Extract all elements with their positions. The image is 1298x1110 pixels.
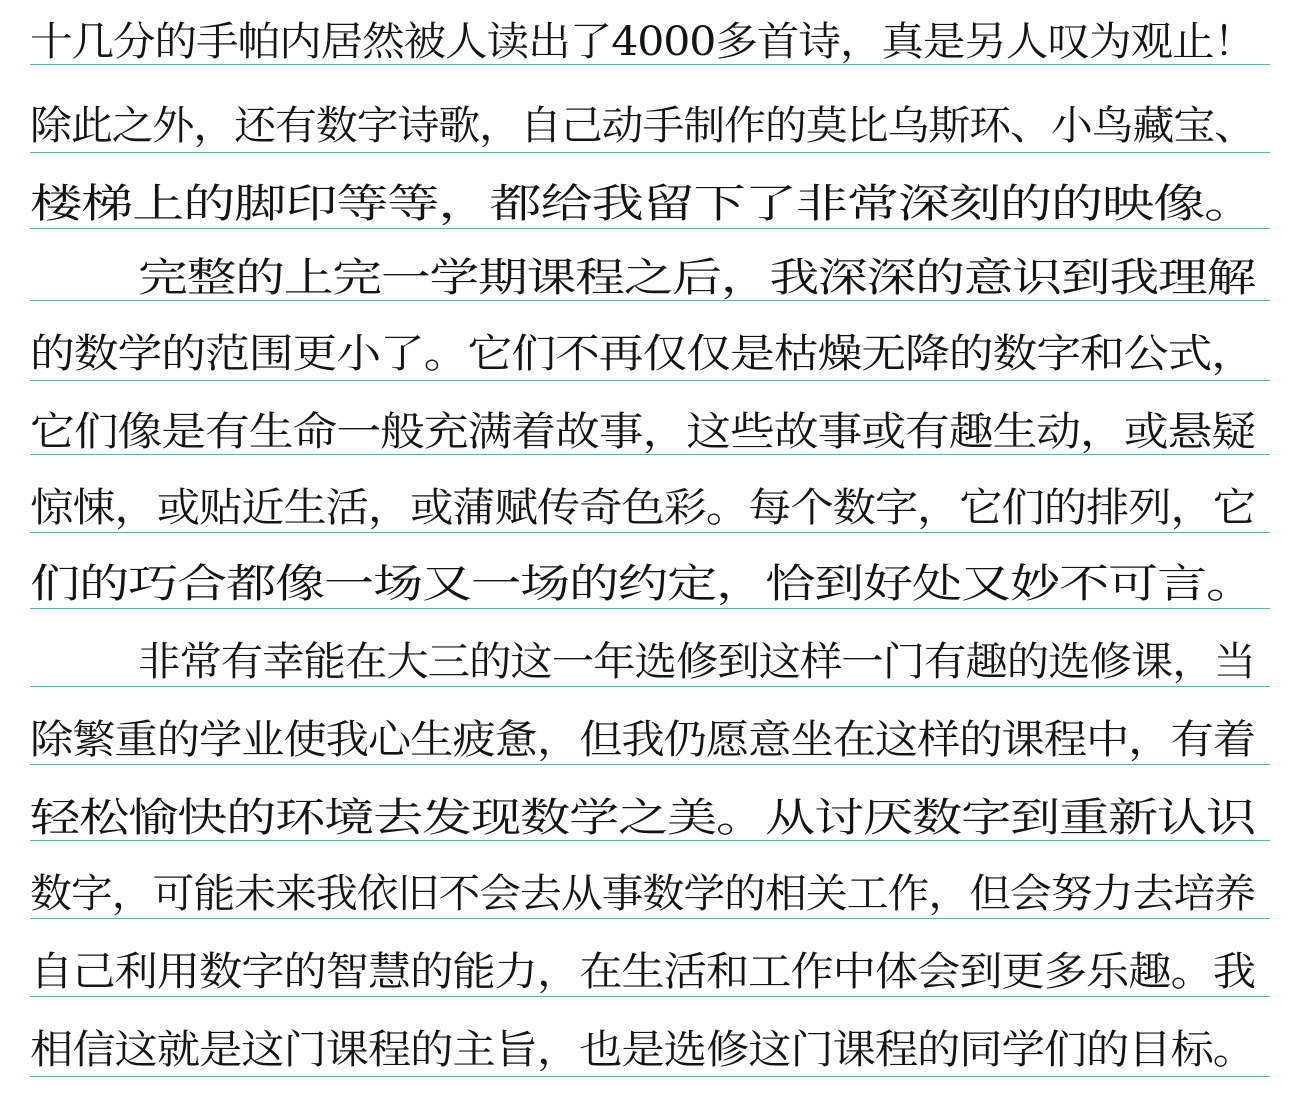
text-line: 除繁重的学业使我心生疲惫，但我仍愿意坐在这样的课程中，有着	[30, 717, 1255, 763]
text-line: 轻松愉快的环境去发现数学之美。从讨厌数字到重新认识	[30, 795, 1255, 841]
text-line: 非常有幸能在大三的这一年选修到这样一门有趣的选修课，当	[138, 639, 1256, 685]
text-line: 它们像是有生命一般充满着故事，这些故事或有趣生动，或悬疑	[30, 409, 1256, 455]
text-line: 自己利用数字的智慧的能力，在生活和工作中体会到更多乐趣。我	[30, 949, 1255, 995]
text-line: 楼梯上的脚印等等，都给我留下了非常深刻的的映像。	[30, 181, 1256, 227]
text-line: 完整的上完一学期课程之后，我深深的意识到我理解	[138, 255, 1256, 301]
text-line: 的数学的范围更小了。它们不再仅仅是枯燥无降的数字和公式，	[30, 331, 1256, 377]
text-line: 数字，可能未来我依旧不会去从事数学的相关工作，但会努力去培养	[30, 871, 1255, 917]
text-line: 十几分的手帕内居然被人读出了4000多首诗，真是另人叹为观止！	[30, 19, 1256, 65]
text-line: 除此之外，还有数字诗歌，自己动手制作的莫比乌斯环、小鸟藏宝、	[30, 103, 1255, 149]
text-line: 相信这就是这门课程的主旨，也是选修这门课程的同学们的目标。	[30, 1027, 1255, 1073]
text-line: 惊悚，或贴近生活，或蒲赋传奇色彩。每个数字，它们的排列，它	[30, 485, 1255, 531]
text-line: 们的巧合都像一场又一场的约定，恰到好处又妙不可言。	[30, 561, 1255, 607]
